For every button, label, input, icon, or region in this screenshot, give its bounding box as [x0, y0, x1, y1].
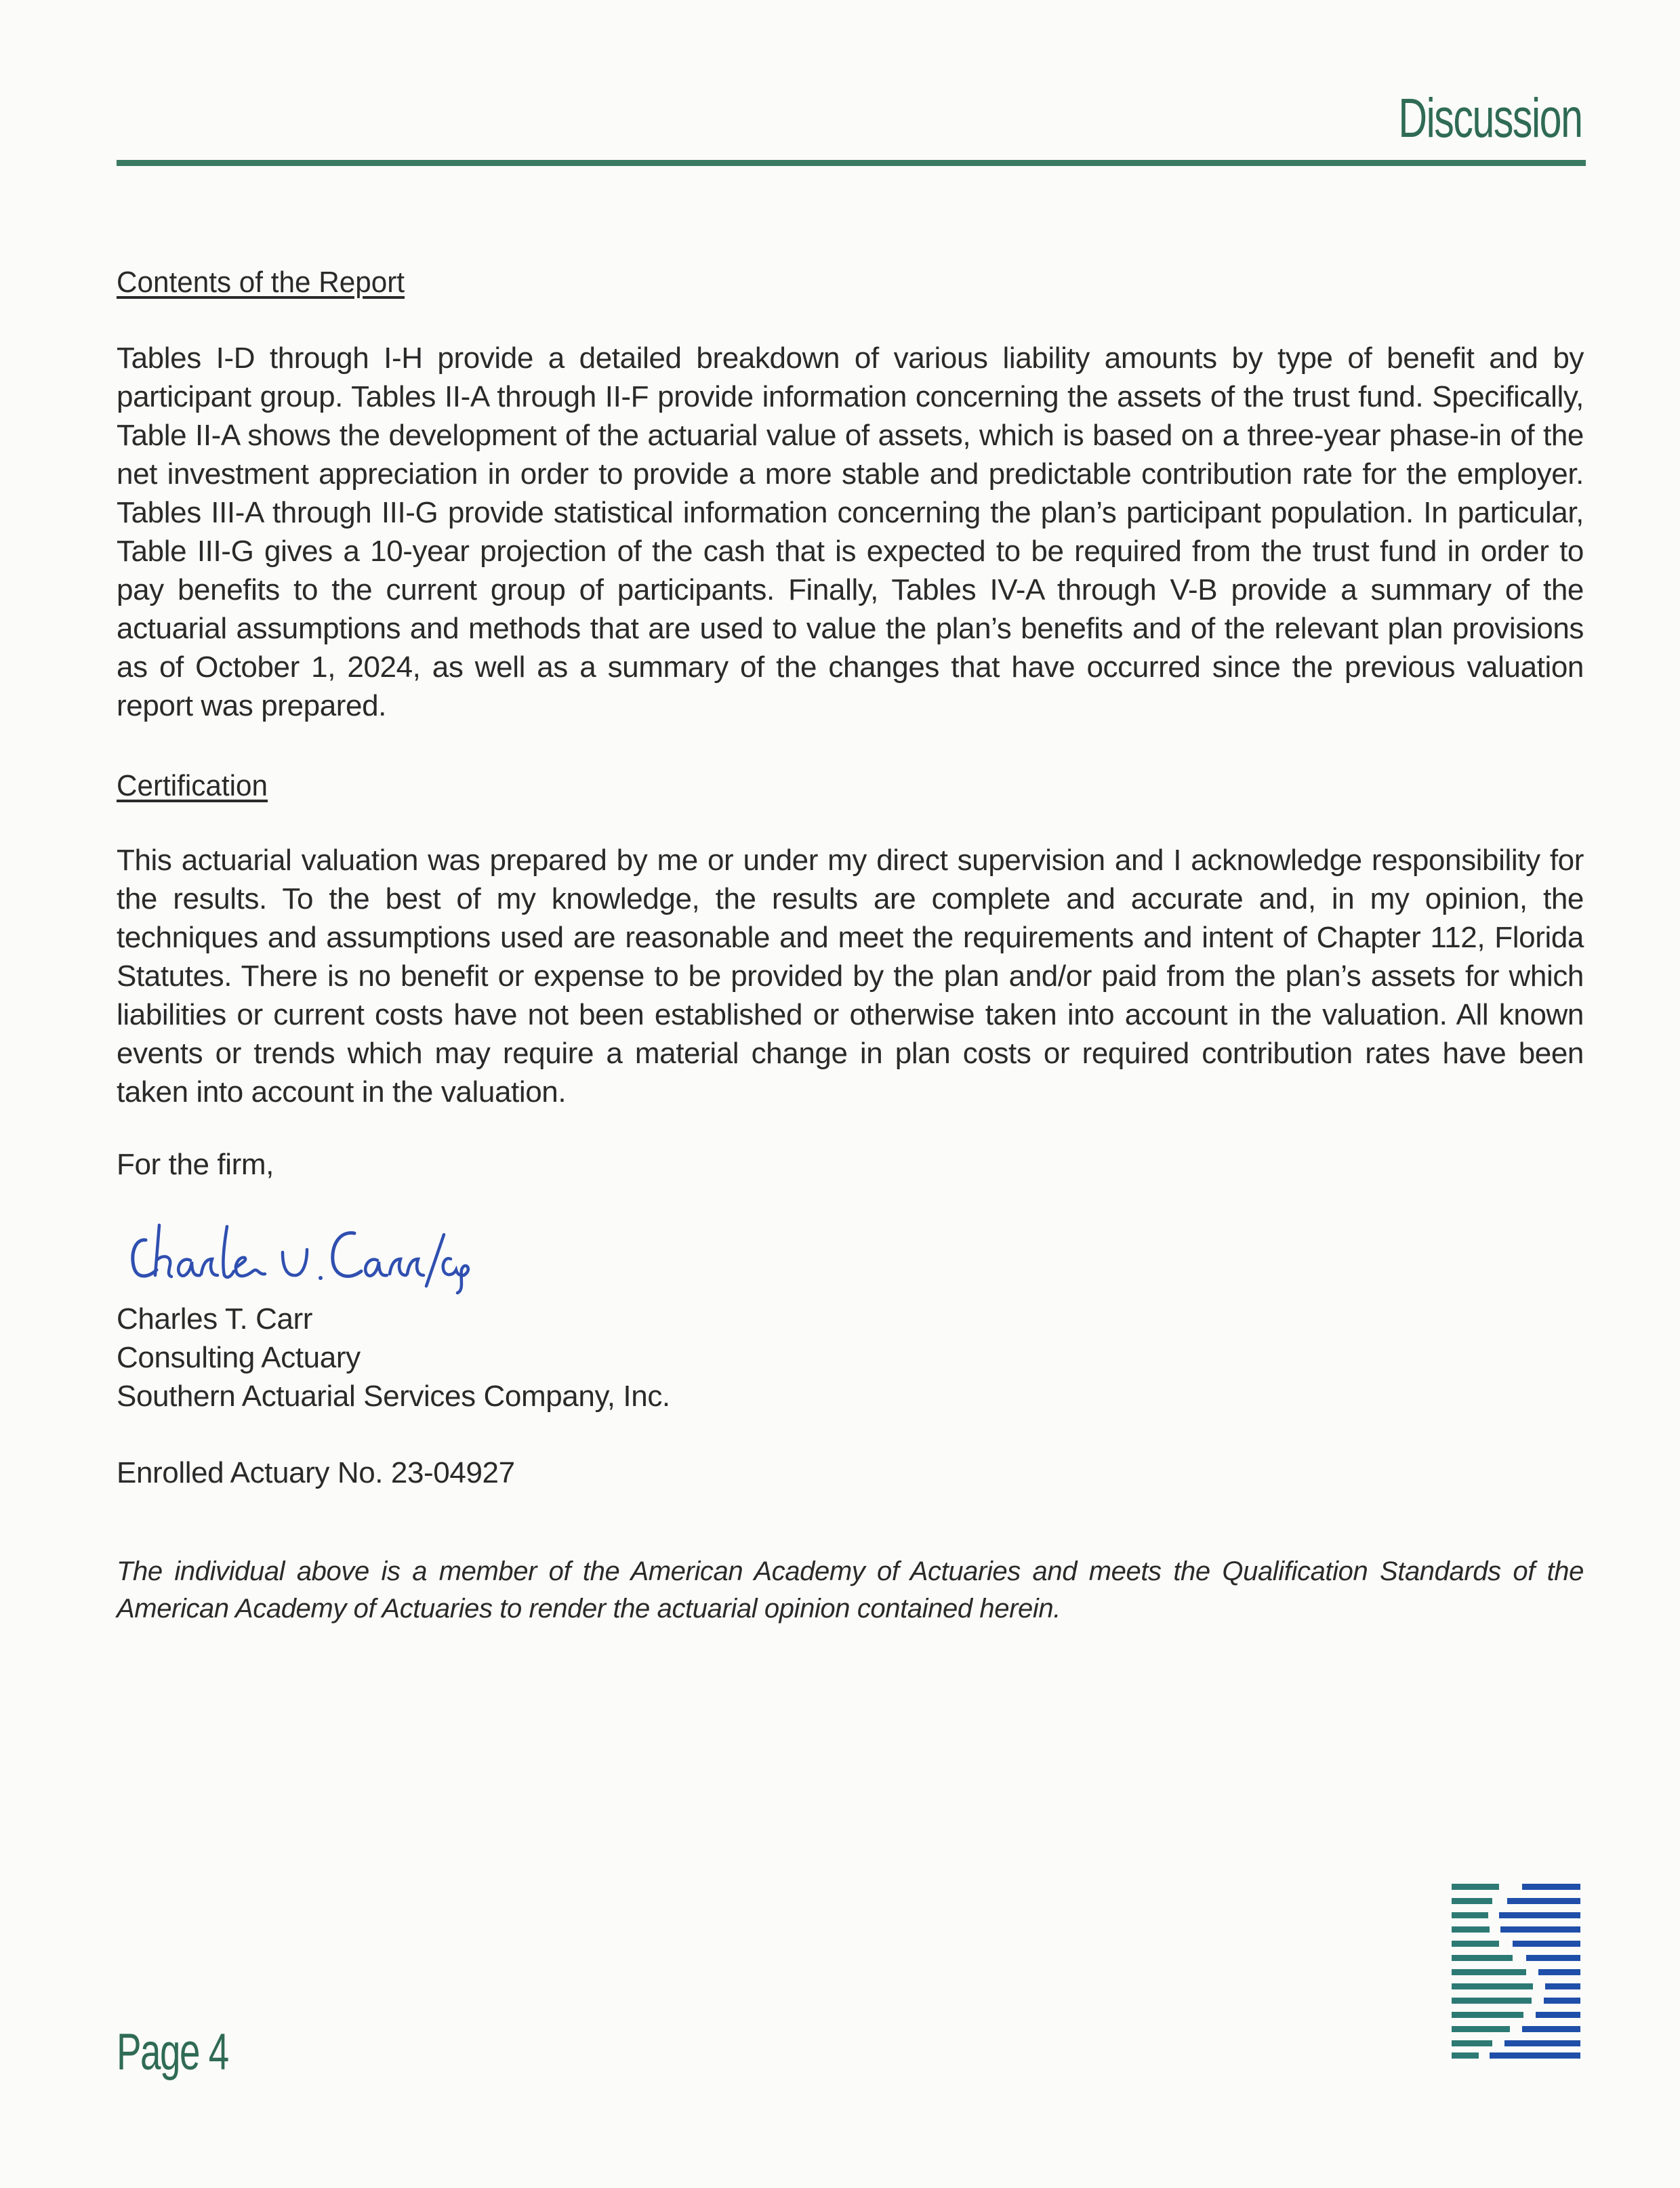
closing-salutation: For the firm, — [117, 1148, 274, 1181]
signatory-name: Charles T. Carr — [117, 1302, 313, 1336]
certification-section-heading: Certification — [117, 769, 268, 802]
contents-section-body-wrap — [117, 339, 1584, 725]
sasco-logo-icon — [1452, 1884, 1580, 2059]
handwritten-signature — [125, 1213, 478, 1301]
contents-section-heading: Contents of the Report — [117, 266, 405, 299]
page-header-title: Discussion — [1397, 87, 1582, 149]
signatory-company: Southern Actuarial Services Company, Inc. — [117, 1380, 670, 1413]
page-number: Page 4 — [117, 2023, 228, 2081]
header-rule — [117, 160, 1586, 166]
disclaimer-note: The individual above is a member of the American Academy of Actuaries and meets the Qualification Standards of the American Academy of Actuaries to render the actuarial opinion contained herein. — [117, 1556, 1584, 1624]
certification-section-body-wrap — [117, 841, 1584, 1111]
certification-section-heading-wrap — [117, 769, 1584, 803]
enrollment-number: Enrolled Actuary No. 23-04927 — [117, 1456, 515, 1489]
disclaimer-wrap — [117, 1553, 1584, 1628]
certification-section-body: This actuarial valuation was prepared by me or under my direct supervision and I acknowledge responsibility for the results. To the best of my knowledge, the results are complete and accurate and, in my opinion, the techniques and assumptions used are reasonable and meet the requirements and intent of Chapter 112, Florida Statutes. There is no benefit or expense to be provided by the plan and/or paid from the plan’s assets for which liabilities or current costs have not been established or otherwise taken into account in the valuation. All known events or trends which may require a material change in plan costs or required contribution rates have been taken into account in the valuation. — [117, 844, 1584, 1109]
contents-section-body: Tables I-D through I-H provide a detailed breakdown of various liability amounts by type of benefit and by participant group. Tables II-A through II-F provide information concerning the assets of the trust fund. Specifically, Table II-A shows the development of the actuarial value of assets, which is based on a three-year phase-in of the net investment appreciation in order to provide a more stable and predictable contribution rate for the employer. Tables III-A through III-G provide statistical information concerning the plan’s participant population. In particular, Table III-G gives a 10-year projection of the cash that is expected to be required from the trust fund in order to pay benefits to the current group of participants. Finally, Tables IV-A through V-B provide a summary of the actuarial assumptions and methods that are used to value the plan’s benefits and of the relevant plan provisions as of October 1, 2024, as well as a summary of the changes that have occurred since the previous valuation report was prepared. — [117, 342, 1584, 722]
signatory-block — [117, 1300, 1584, 1416]
enrollment-wrap — [117, 1453, 1584, 1492]
salutation-wrap — [117, 1145, 1584, 1184]
signatory-title: Consulting Actuary — [117, 1341, 361, 1374]
contents-section-heading-wrap — [117, 266, 1584, 300]
